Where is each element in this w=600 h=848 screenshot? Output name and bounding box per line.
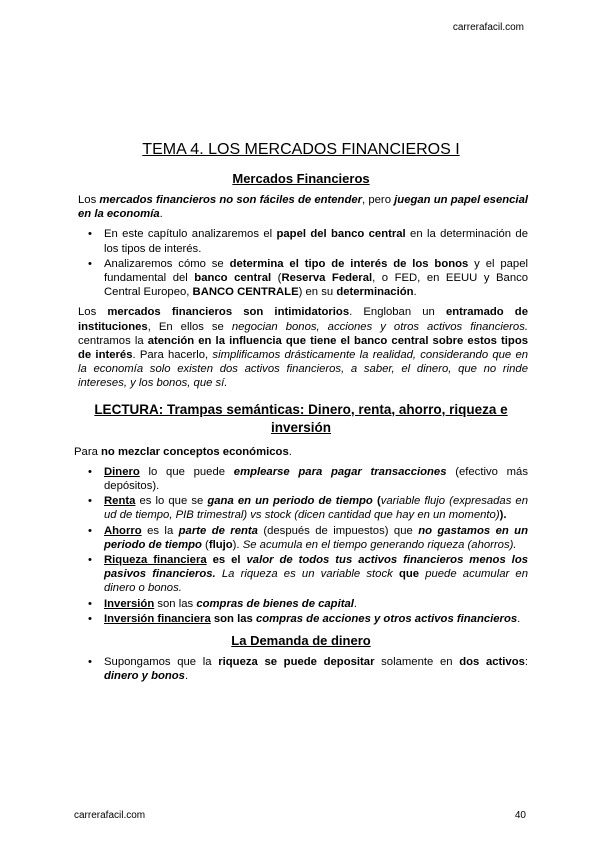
list-item: • En este capítulo analizaremos el papel del banco central en la determinación de los tipos de interés. bbox=[74, 227, 528, 255]
list-item: • Riqueza financiera es el valor de todos tus activos financieros menos los pasivos financieros. La riqueza es un variable stock que puede acumular en dinero o bonos. bbox=[74, 553, 528, 596]
list-item: • Renta es lo que se gana en un periodo de tiempo (variable flujo (expresadas en ud de tiempo, PIB trimestral) vs stock (dicen cantidad que hay en un momento)). bbox=[74, 494, 528, 522]
list-item: • Analizaremos cómo se determina el tipo de interés de los bonos y el papel fundamental del banco central (Reserva Federal, o FED, en EEUU y Banco Central Europeo, BANCO CENTRALE) en su determinación. bbox=[74, 257, 528, 300]
list-item: • Inversión son las compras de bienes de capital. bbox=[74, 597, 528, 611]
section-heading-lectura: LECTURA: Trampas semánticas: Dinero, renta, ahorro, riqueza e inversión bbox=[94, 401, 508, 435]
footer-site: carrerafacil.com bbox=[74, 810, 146, 821]
header-site: carrerafacil.com bbox=[452, 22, 524, 33]
list-item: • Inversión financiera son las compras de acciones y otros activos financieros. bbox=[74, 612, 528, 626]
page-title: TEMA 4. LOS MERCADOS FINANCIEROS I bbox=[142, 141, 460, 158]
section-heading-demanda: La Demanda de dinero bbox=[231, 633, 371, 649]
list-capitulo bbox=[74, 227, 528, 299]
intro-paragraph: Los mercados financieros no son fáciles de entender, pero juegan un papel esencial en la economía. bbox=[78, 194, 528, 221]
list-demanda bbox=[74, 655, 528, 683]
list-item: • Dinero lo que puede emplearse para pagar transacciones (efectivo más depósitos). bbox=[74, 465, 528, 493]
paragraph-intimidatorios: Los mercados financieros son intimidatorios. Engloban un entramado de instituciones, En ellos se negocian bonos, acciones y otros activos financieros. centramos la atención en la influencia que tiene el banco central sobre estos tipos de interés. Para hacerlo, simplificamos drásticamente la realidad, considerando que en la economía solo existen dos activos financieros, a saber, el dinero, que no rinde intereses, y los bonos, que sí. bbox=[78, 306, 529, 390]
list-definitions bbox=[74, 465, 528, 626]
lectura-intro: Para no mezclar conceptos económicos. bbox=[74, 445, 292, 458]
page-number: 40 bbox=[514, 810, 526, 821]
list-item: • Supongamos que la riqueza se puede depositar solamente en dos activos: dinero y bonos. bbox=[74, 655, 528, 683]
list-item: • Ahorro es la parte de renta (después de impuestos) que no gastamos en un periodo de tiempo (flujo). Se acumula en el tiempo generando riqueza (ahorros). bbox=[74, 524, 528, 552]
page-content bbox=[74, 140, 528, 689]
section-heading-mercados: Mercados Financieros bbox=[232, 171, 370, 186]
